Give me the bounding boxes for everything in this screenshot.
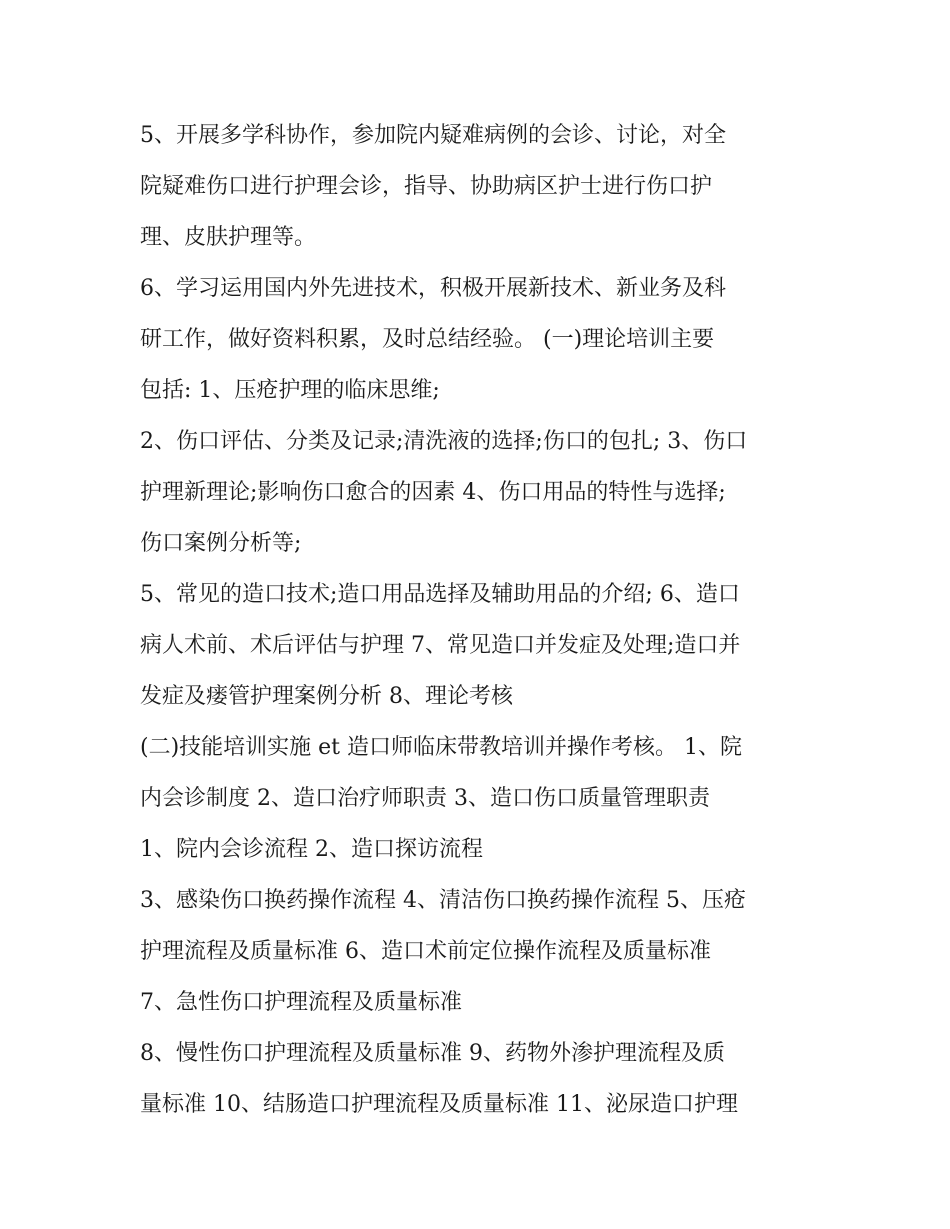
text-line: (二)技能培训实施 et 造口师临床带教培训并操作考核。 1、院 xyxy=(140,735,743,760)
text-line: 2、伤口评估、分类及记录;清洗液的选择;伤口的包扎; 3、伤口 xyxy=(140,429,748,454)
text-line: 8、慢性伤口护理流程及质量标准 9、药物外渗护理流程及质 xyxy=(140,1041,725,1066)
text-line: 病人术前、术后评估与护理 7、常见造口并发症及处理;造口并 xyxy=(140,633,741,658)
text-line: 发症及瘘管护理案例分析 8、理论考核 xyxy=(140,684,513,709)
text-line: 院疑难伤口进行护理会诊，指导、协助病区护士进行伤口护 xyxy=(140,174,713,199)
text-line: 护理流程及质量标准 6、造口术前定位操作流程及质量标准 xyxy=(140,939,711,964)
text-line: 3、感染伤口换药操作流程 4、清洁伤口换药操作流程 5、压疮 xyxy=(140,888,746,913)
text-line: 6、学习运用国内外先进技术，积极开展新技术、新业务及科 xyxy=(140,276,726,301)
text-line: 5、开展多学科协作，参加院内疑难病例的会诊、讨论，对全 xyxy=(140,123,726,148)
text-line: 1、院内会诊流程 2、造口探访流程 xyxy=(140,837,483,862)
text-line: 5、常见的造口技术;造口用品选择及辅助用品的介绍; 6、造口 xyxy=(140,582,740,607)
text-line: 量标准 10、结肠造口护理流程及质量标准 11、泌尿造口护理 xyxy=(140,1092,738,1117)
text-line: 包括: 1、压疮护理的临床思维; xyxy=(140,378,440,403)
text-line: 护理新理论;影响伤口愈合的因素 4、伤口用品的特性与选择; xyxy=(140,480,726,505)
text-line: 7、急性伤口护理流程及质量标准 xyxy=(140,990,462,1015)
text-line: 研工作，做好资料积累，及时总结经验。 (一)理论培训主要 xyxy=(140,327,715,352)
text-line: 伤口案例分析等; xyxy=(140,531,302,556)
text-line: 内会诊制度 2、造口治疗师职责 3、造口伤口质量管理职责 xyxy=(140,786,710,811)
document-body xyxy=(140,110,830,1130)
text-line: 理、皮肤护理等。 xyxy=(140,225,317,250)
